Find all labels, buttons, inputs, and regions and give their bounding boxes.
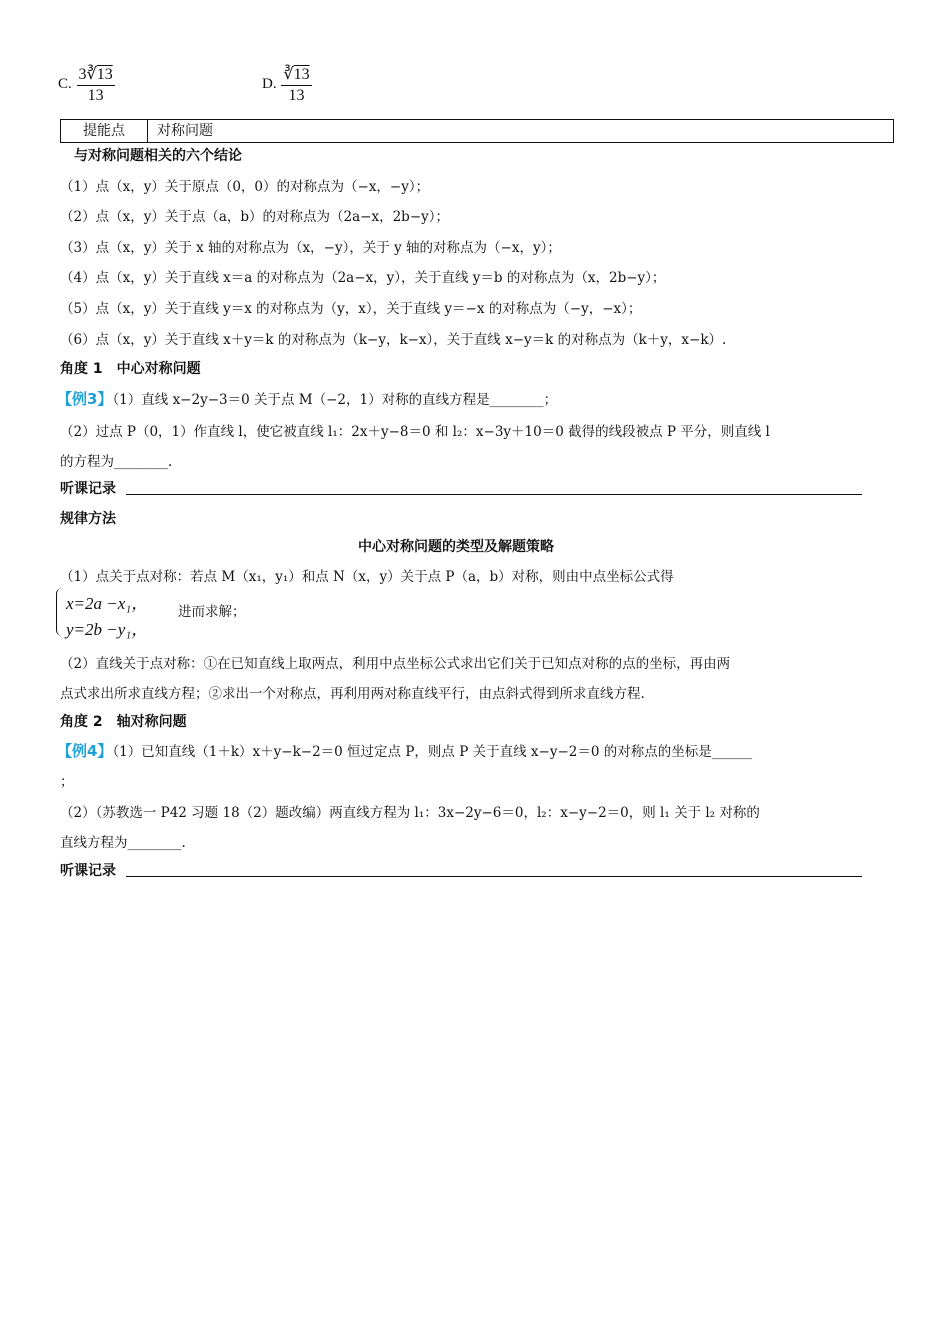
conclusion-3: （3）点（x，y）关于 x 轴的对称点为（x，−y），关于 y 轴的对称点为（−x，y）； — [60, 240, 561, 256]
option-d-radicand: 13 — [293, 66, 310, 83]
example-3-tag: 【例3】 — [57, 390, 113, 408]
option-d-fraction: $\frac{∛13}{13}$ — [283, 66, 310, 104]
example-4 — [57, 740, 752, 761]
option-c-radicand: 13 — [96, 66, 113, 83]
option-d-label: D. — [262, 76, 277, 92]
conclusion-4: （4）点（x，y）关于直线 x＝a 的对称点为（2a−x，y），关于直线 y＝b 的对称点为（x，2b−y）； — [60, 270, 666, 286]
angle-2-heading: 角度 2 轴对称问题 — [60, 714, 187, 730]
conclusion-6: （6）点（x，y）关于直线 x＋y＝k 的对称点为（k−y，k−x），关于直线 x−y＝k 的对称点为（k＋y，x−k）. — [60, 332, 727, 348]
option-d — [262, 64, 312, 105]
option-c-fraction: $\frac{3∛13}{13}$ — [78, 66, 113, 104]
example-4-tag: 【例4】 — [57, 742, 113, 760]
equation-tail: 进而求解； — [178, 604, 246, 620]
conclusion-1: （1）点（x，y）关于原点（0，0）的对称点为（−x，−y）； — [60, 179, 430, 195]
topic-table — [60, 119, 894, 143]
method-title: 中心对称问题的类型及解题策略 — [358, 539, 554, 555]
equation-row-2: y=2b −y₁， — [66, 620, 149, 639]
method-p2-line2: 点式求出所求直线方程；②求出一个对称点，再利用两对称直线平行，由点斜式得到所求直线方程. — [60, 686, 645, 702]
option-c-label: C. — [58, 76, 72, 92]
topic-table-label: 提能点 — [61, 120, 148, 142]
example-3 — [57, 388, 557, 409]
option-d-denominator: 13 — [288, 87, 305, 104]
option-c-denominator: 13 — [87, 87, 104, 104]
section-title: 与对称问题相关的六个结论 — [74, 148, 242, 164]
example-3-q2-line1: （2）过点 P（0，1）作直线 l，使它被直线 l₁：2x＋y−8＝0 和 l₂：x−3y＋10＝0 截得的线段被点 P 平分，则直线 l — [60, 424, 770, 440]
notes-line-2[interactable] — [126, 876, 862, 877]
example-4-q1-line1: （1）已知直线（1＋k）x＋y−k−2＝0 恒过定点 P，则点 P 关于直线 x−y−2＝0 的对称点的坐标是______ — [112, 744, 753, 760]
angle-1-heading: 角度 1 中心对称问题 — [60, 361, 201, 377]
example-3-q1: （1）直线 x−2y−3＝0 关于点 M（−2，1）对称的直线方程是________； — [112, 392, 558, 408]
topic-table-value: 对称问题 — [157, 123, 213, 139]
conclusion-2: （2）点（x，y）关于点（a，b）的对称点为（2a−x，2b−y）； — [60, 209, 450, 225]
conclusion-5: （5）点（x，y）关于直线 y＝x 的对称点为（y，x），关于直线 y＝−x 的对称点为（−y，−x）； — [60, 301, 642, 317]
option-c-coef: 3 — [78, 66, 87, 83]
option-c — [58, 64, 115, 105]
notes-label-1: 听课记录 — [60, 481, 116, 497]
notes-line-1[interactable] — [126, 494, 862, 495]
method-p2-line1: （2）直线关于点对称：①在已知直线上取两点，利用中点坐标公式求出它们关于已知点对称的点的坐标，再由两 — [60, 656, 731, 672]
method-label: 规律方法 — [60, 511, 116, 527]
equation-row-1: x=2a −x₁， — [66, 594, 149, 613]
notes-label-2: 听课记录 — [60, 863, 116, 879]
method-p1: （1）点关于点对称：若点 M（x₁，y₁）和点 N（x，y）关于点 P（a，b）对称，则由中点坐标公式得 — [60, 569, 674, 585]
example-3-q2-line2: 的方程为________. — [60, 454, 173, 470]
equation-brace — [56, 588, 64, 636]
example-4-q2-line1: （2）（苏教选一 P42 习题 18（2）题改编）两直线方程为 l₁：3x−2y−6＝0，l₂：x−y−2＝0，则 l₁ 关于 l₂ 对称的 — [60, 805, 760, 821]
example-4-q2-line2: 直线方程为________. — [60, 835, 186, 851]
example-4-q1-line2: ； — [60, 774, 74, 790]
